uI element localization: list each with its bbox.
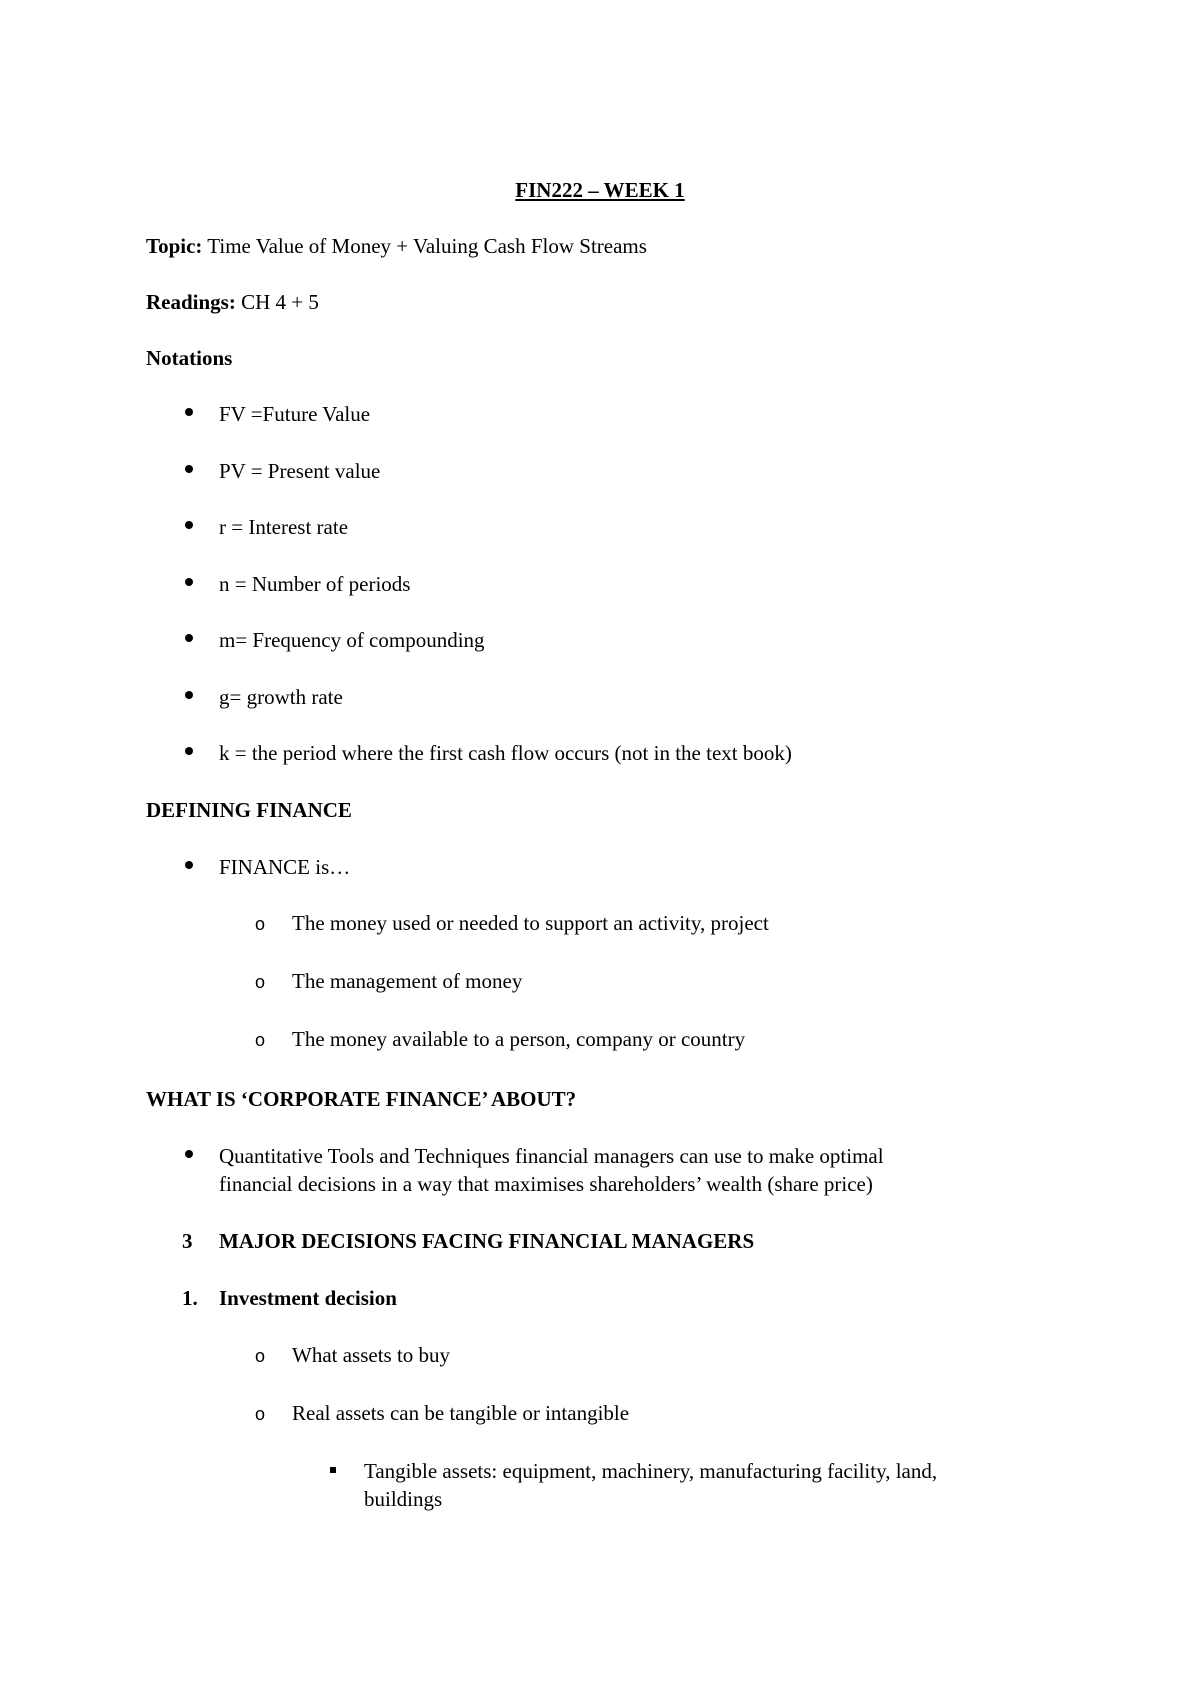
circle-bullet-icon: o <box>255 972 266 992</box>
tangible-assets-line-2: buildings <box>364 1487 443 1511</box>
bullet-icon <box>185 521 193 529</box>
bullet-icon <box>185 861 193 869</box>
topic-line <box>146 232 647 260</box>
corporate-finance-line-1: Quantitative Tools and Techniques financial managers can use to make optimal <box>219 1144 884 1168</box>
decision-1-number: 1. <box>182 1286 198 1310</box>
bullet-icon <box>185 408 193 416</box>
major-decisions-heading: MAJOR DECISIONS FACING FINANCIAL MANAGERS <box>219 1229 755 1253</box>
decision-1-subitem: What assets to buy <box>292 1343 451 1367</box>
tangible-assets-line-1: Tangible assets: equipment, machinery, manufacturing facility, land, <box>364 1459 938 1483</box>
decision-1-label: Investment decision <box>219 1286 397 1310</box>
bullet-icon <box>185 634 193 642</box>
readings-label: Readings: <box>146 290 236 314</box>
circle-bullet-icon: o <box>255 1404 266 1424</box>
notation-item: FV =Future Value <box>219 402 371 426</box>
major-decisions-number: 3 <box>182 1229 193 1253</box>
bullet-icon <box>185 691 193 699</box>
bullet-icon <box>185 578 193 586</box>
notation-item: m= Frequency of compounding <box>219 628 485 652</box>
finance-item: FINANCE is… <box>219 855 351 879</box>
notation-item: r = Interest rate <box>219 515 349 539</box>
finance-subitem: The money used or needed to support an activity, project <box>292 911 769 935</box>
readings-value: CH 4 + 5 <box>241 290 319 314</box>
finance-subitem: The money available to a person, company or country <box>292 1027 746 1051</box>
circle-bullet-icon: o <box>255 1030 266 1050</box>
page-title: FIN222 – WEEK 1 <box>515 178 685 202</box>
topic-label: Topic: <box>146 234 203 258</box>
bullet-icon <box>185 465 193 473</box>
notation-item: g= growth rate <box>219 685 343 709</box>
notation-item: k = the period where the first cash flow occurs (not in the text book) <box>219 741 792 765</box>
topic-value: Time Value of Money + Valuing Cash Flow Streams <box>207 234 647 258</box>
notation-item: n = Number of periods <box>219 572 411 596</box>
finance-subitem: The management of money <box>292 969 523 993</box>
corporate-finance-heading: WHAT IS ‘CORPORATE FINANCE’ ABOUT? <box>146 1087 577 1111</box>
bullet-icon <box>185 1150 193 1158</box>
defining-finance-heading: DEFINING FINANCE <box>146 798 352 822</box>
corporate-finance-line-2: financial decisions in a way that maximises shareholders’ wealth (share price) <box>219 1172 873 1196</box>
notations-heading: Notations <box>146 346 233 370</box>
circle-bullet-icon: o <box>255 1346 266 1366</box>
bullet-icon <box>185 747 193 755</box>
square-bullet-icon <box>330 1467 336 1473</box>
notation-item: PV = Present value <box>219 459 381 483</box>
readings-line <box>146 288 319 316</box>
decision-1-subitem: Real assets can be tangible or intangible <box>292 1401 630 1425</box>
circle-bullet-icon: o <box>255 914 266 934</box>
